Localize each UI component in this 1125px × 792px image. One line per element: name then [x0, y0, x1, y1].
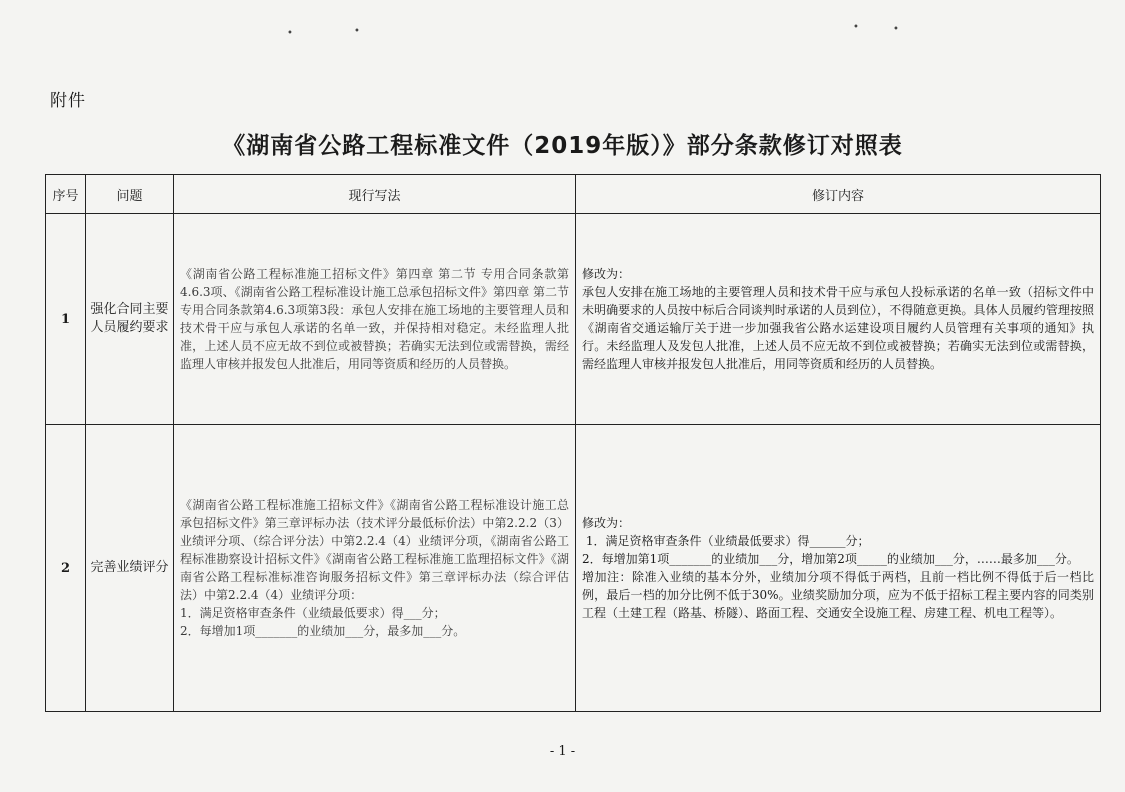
attachment-label: 附件 [50, 91, 86, 111]
current-text-paragraph: 2．每增加1项_______的业绩加___分，最多加___分。 [180, 624, 466, 638]
revision-text-paragraph: 1．满足资格审查条件（业绩最低要求）得______分； [582, 534, 870, 548]
table-header-row [46, 175, 1101, 214]
table-row [46, 214, 1101, 425]
column-header-issue: 问题 [86, 175, 174, 214]
revision-text-paragraph: 2．每增加第1项_______的业绩加___分，增加第2项_____的业绩加___分，……最多加___分。 [582, 552, 1079, 566]
document-title: 《湖南省公路工程标准文件（2019年版）》部分条款修订对照表 [222, 133, 903, 159]
revision-text-paragraph: 修改为： [582, 516, 631, 530]
revision-text-cell [576, 425, 1101, 712]
table-row [46, 425, 1101, 712]
current-text-paragraph: 1．满足资格审查条件（业绩最低要求）得___分； [180, 606, 446, 620]
column-header-no: 序号 [46, 175, 86, 214]
current-text-cell [174, 214, 576, 425]
row-number: 2 [46, 425, 86, 712]
scan-mark: • [287, 28, 293, 39]
revision-text-paragraph: 修改为： [582, 267, 631, 281]
current-text-cell [174, 425, 576, 712]
row-issue: 强化合同主要人员履约要求 [86, 214, 174, 425]
scan-mark: • [354, 26, 360, 37]
revision-text-paragraph: 增加注：除准入业绩的基本分外，业绩加分项不得低于两档，且前一档比例不得低于后一档比例，最后一档的加分比例不低于30%。业绩奖励加分项，应为不低于招标工程主要内容的同类别工程（土建工程（路基、桥隧）、路面工程、交通安全设施工程、房建工程、机电工程等）。 [582, 570, 1094, 620]
page-number: - 1 - [549, 744, 576, 759]
revision-table [45, 174, 1101, 712]
row-number: 1 [46, 214, 86, 425]
current-text-paragraph: 《湖南省公路工程标准施工招标文件》第四章 第二节 专用合同条款第4.6.3项、《湖南省公路工程标准设计施工总承包招标文件》第四章 第二节 专用合同条款第4.6.3项第3段：承包人安排在施工场地的主要管理人员和技术骨干应与承包人承诺的名单一致，并保持相对稳定。未经监理人批准，上述人员不应无故不到位或被替换；若确实无法到位或需替换，需经监理人审核并报发包人批准后，用同等资质和经历的人员替换。 [180, 267, 573, 371]
current-text-paragraph: 《湖南省公路工程标准施工招标文件》《湖南省公路工程标准设计施工总承包招标文件》第三章评标办法（技术评分最低标价法）中第2.2.2（3）业绩评分项、（综合评分法）中第2.2.4（4）业绩评分项，《湖南省公路工程标准勘察设计招标文件》《湖南省公路工程标准施工监理招标文件》《湖南省公路工程标准标准咨询服务招标文件》第三章评标办法（综合评估法）中第2.2.4（4）业绩评分项： [180, 498, 569, 602]
revision-text-cell [576, 214, 1101, 425]
scan-mark: • [853, 22, 859, 33]
row-issue: 完善业绩评分 [86, 425, 174, 712]
revision-text-paragraph: 承包人安排在施工场地的主要管理人员和技术骨干应与承包人投标承诺的名单一致（招标文件中未明确要求的人员按中标后合同谈判时承诺的人员到位），不得随意更换。具体人员履约管理按照《湖南省交通运输厅关于进一步加强我省公路水运建设项目履约人员管理有关事项的通知》执行。未经监理人及发包人批准，上述人员不应无故不到位或被替换；若确实无法到位或需替换，需经监理人审核并报发包人批准后，用同等资质和经历的人员替换。 [582, 285, 1094, 371]
scan-mark: • [893, 24, 899, 35]
column-header-current: 现行写法 [174, 175, 576, 214]
column-header-revision: 修订内容 [576, 175, 1101, 214]
